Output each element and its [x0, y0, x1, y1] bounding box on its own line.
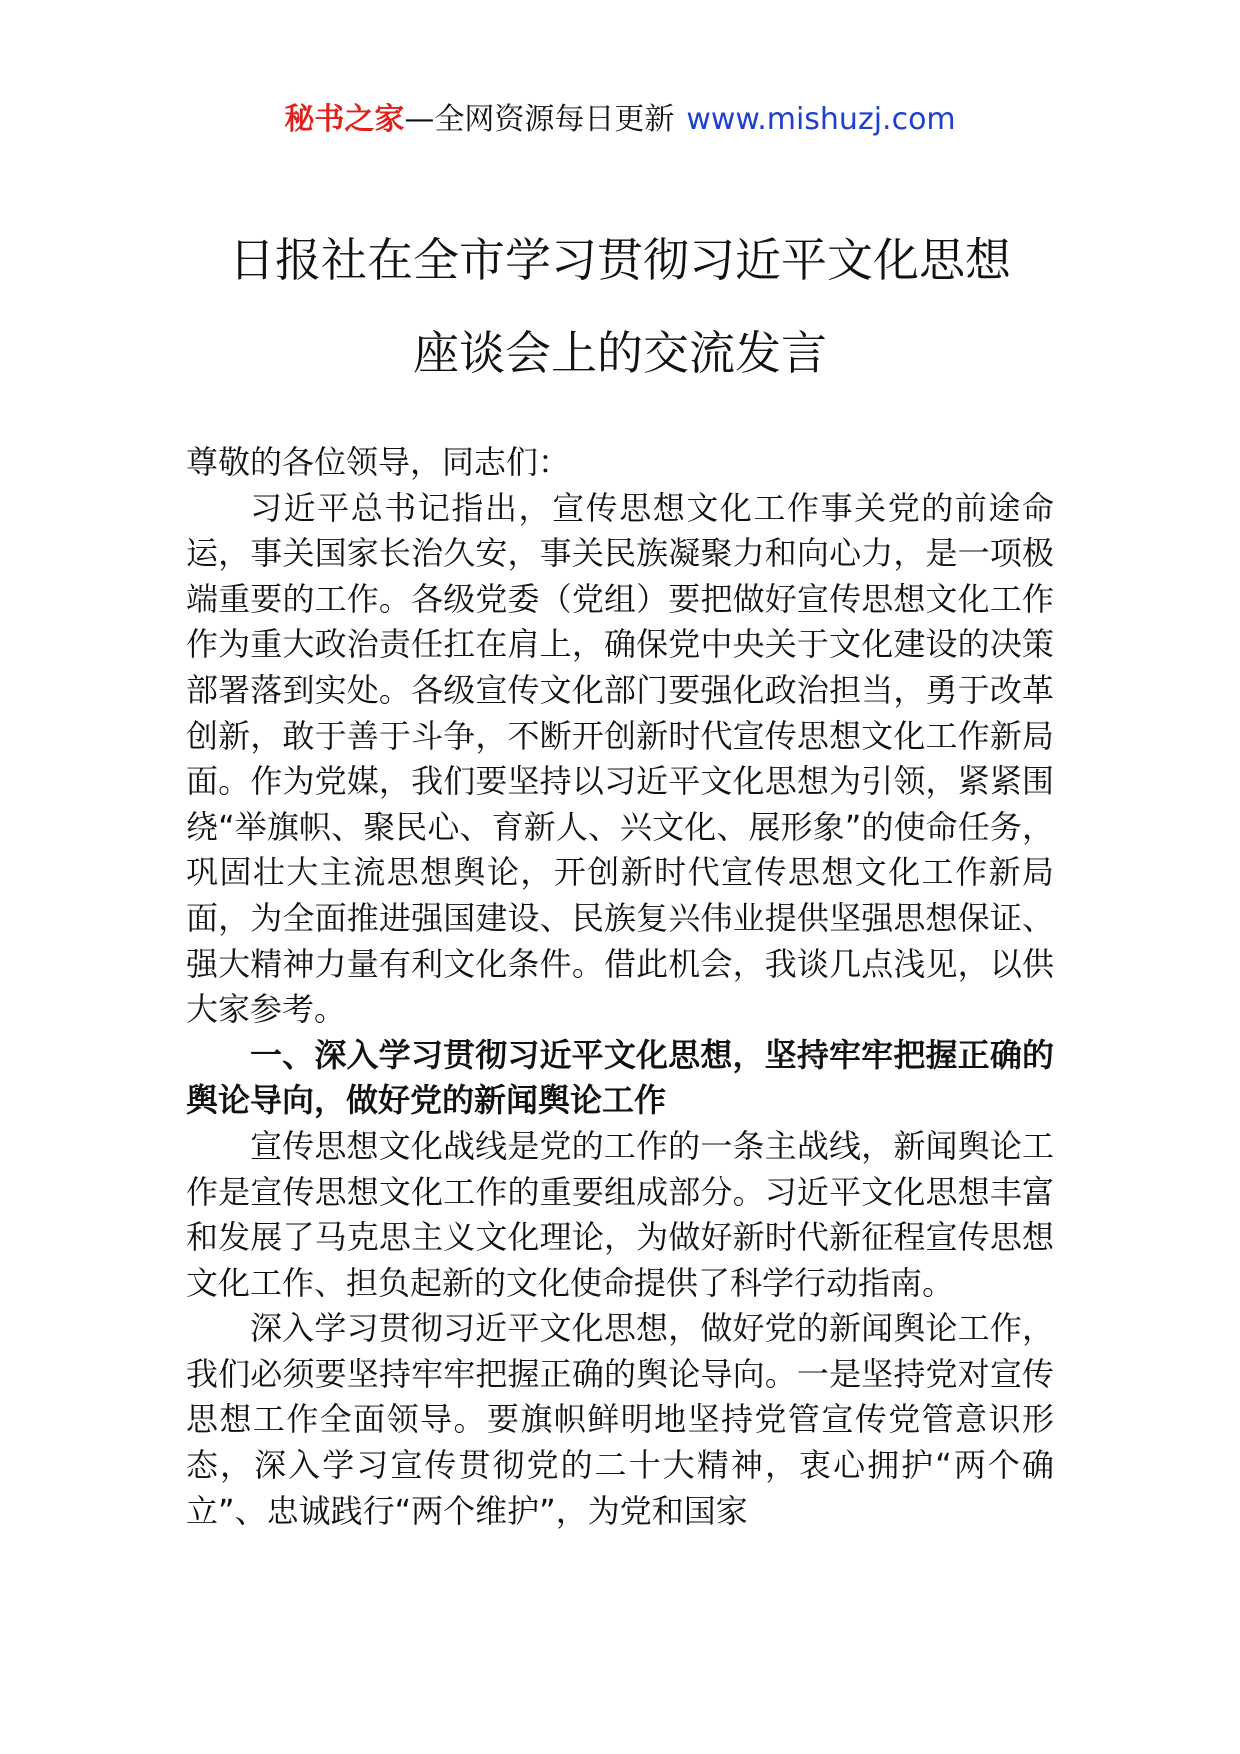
document-body: [186, 440, 1054, 1534]
page-header: [0, 100, 1240, 140]
section-heading-1: 一、深入学习贯彻习近平文化思想，坚持牢牢把握正确的舆论导向，做好党的新闻舆论工作: [186, 1035, 1054, 1120]
paragraph-section-1-continued: 深入学习贯彻习近平文化思想，做好党的新闻舆论工作，我们必须要坚持牢牢把握正确的舆论导向。一是坚持党对宣传思想工作全面领导。要旗帜鲜明地坚持党管宣传党管意识形态，深入学习宣传贯彻党的二十大精神，衷心拥护“两个确立”、忠诚践行“两个维护”，为党和国家: [186, 1309, 1054, 1530]
greeting: 尊敬的各位领导，同志们：: [186, 443, 571, 481]
paragraph-section-1: 宣传思想文化战线是党的工作的一条主战线，新闻舆论工作是宣传思想文化工作的重要组成部分。习近平文化思想丰富和发展了马克思主义文化理论，为做好新时代新征程宣传思想文化工作、担负起新的文化使命提供了科学行动指南。: [186, 1126, 1054, 1302]
document-title-line-2: 座谈会上的交流发言: [413, 326, 827, 380]
site-name: 秘书之家: [284, 102, 405, 137]
paragraph-intro: 习近平总书记指出，宣传思想文化工作事关党的前途命运，事关国家长治久安，事关民族凝聚力和向心力，是一项极端重要的工作。各级党委（党组）要把做好宣传思想文化工作作为重大政治责任扛在肩上，确保党中央关于文化建设的决策部署落到实处。各级宣传文化部门要强化政治担当，勇于改革创新，敢于善于斗争，不断开创新时代宣传思想文化工作新局面。作为党媒，我们要坚持以习近平文化思想为引领，紧紧围绕“举旗帜、聚民心、育新人、兴文化、展形象”的使命任务，巩固壮大主流思想舆论，开创新时代宣传思想文化工作新局面，为全面推进强国建设、民族复兴伟业提供坚强思想保证、强大精神力量有利文化条件。借此机会，我谈几点浅见，以供大家参考。: [186, 488, 1054, 1029]
header-url-link[interactable]: www.mishuzj.com: [686, 102, 956, 137]
header-dash: —: [404, 102, 435, 137]
document-title-line-1: 日报社在全市学习贯彻习近平文化思想: [229, 233, 1011, 287]
header-tagline: 全网资源每日更新: [434, 102, 675, 137]
